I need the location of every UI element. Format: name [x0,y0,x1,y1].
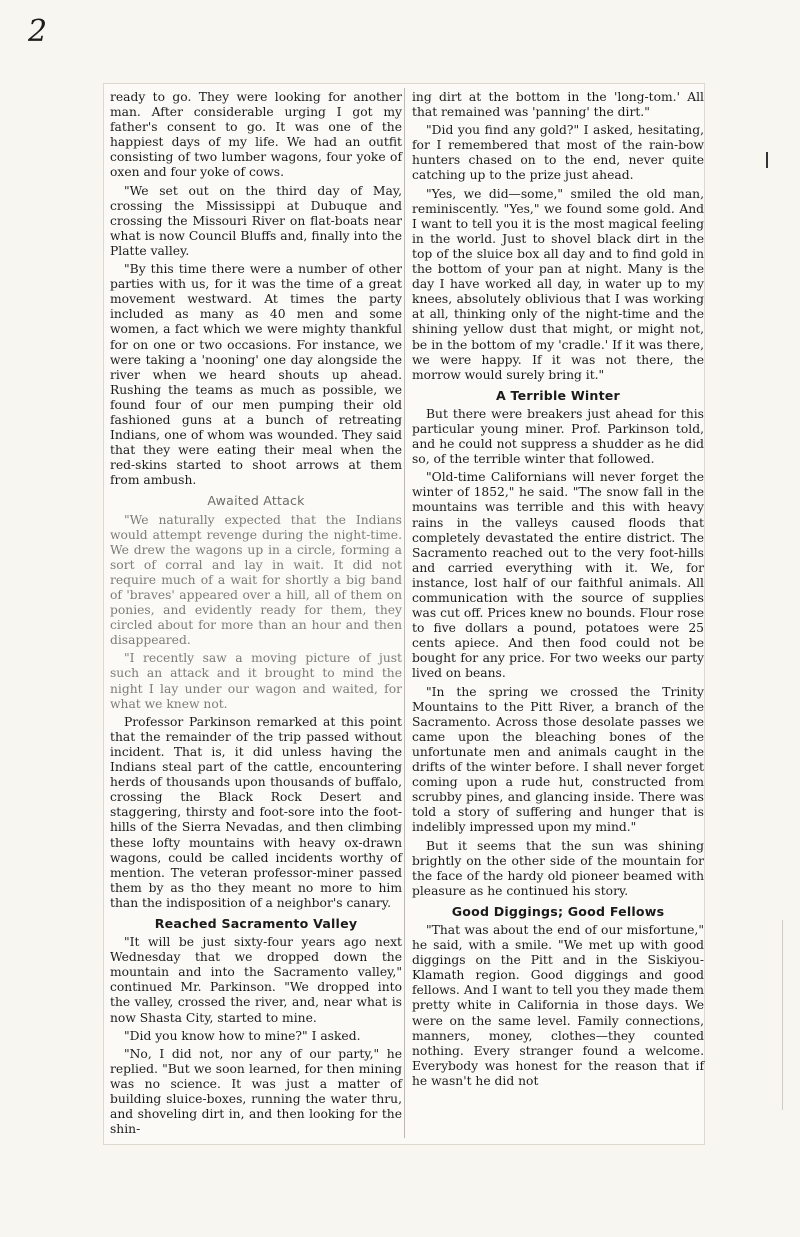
paragraph: "We naturally expected that the Indians would attempt revenge during the night-time. We drew the wagons up in a circle, forming a sort of corral and lay in wait. It did not require much of a wait for shortly a big band of 'braves' appeared over a hill, all of them on ponies, and evidently ready for them, they circled about for more than an hour and then disappeared. [110,512,402,648]
margin-rule [782,920,783,1110]
paragraph: "That was about the end of our misfortune," he said, with a smile. "We met up with good diggings on the Pitt and in the Siskiyou-Klamath region. Good diggings and good fellows. And I want to tell you they made them pretty white in California in those days. We were on the same level. Family connections, manners, money, clothes—they counted nothing. Every stranger found a welcome. Everybody was honest for the reason that if he wasn't he did not [412,922,704,1088]
right-column [412,90,704,1092]
paragraph: But it seems that the sun was shining brightly on the other side of the mountain for the face of the hardy old pioneer beamed with pleasure as he continued his story. [412,838,704,898]
paragraph: "Did you find any gold?" I asked, hesitating, for I remembered that most of the rain-bow hunters chased on to the end, never quite catching up to the prize just ahead. [412,123,704,183]
section-heading-awaited-attack: Awaited Attack [207,493,305,509]
section-heading-good-diggings: Good Diggings; Good Fellows [451,903,665,919]
paragraph: But there were breakers just ahead for this particular young miner. Prof. Parkinson told, and he could not suppress a shudder as he did so, of the terrible winter that followed. [412,406,704,467]
paragraph: "Did you know how to mine?" I asked. [124,1028,361,1043]
paragraph: "It will be just sixty-four years ago next Wednesday that we dropped down the mountain and into the Sacramento valley," continued Mr. Parkinson. "We dropped into the valley, crossed the river, and, near what is now Shasta City, started to mine. [110,935,402,1025]
paragraph: "By this time there were a number of other parties with us, for it was the time of a great movement westward. At times the party included as many as 40 men and some women, a fact which we were mighty thankful for on one or two occasions. For instance, we were taking a 'nooning' one day alongside the river when we heard shouts up ahead. Rushing the teams as much as possible, we found four of our men pumping their old fashioned guns at a bunch of retreating Indians, one of whom was wounded. They said that they were eating their meal when the red-skins started to shoot arrows at them from ambush. [110,262,402,488]
margin-mark [766,152,768,168]
column-divider [404,88,405,1138]
paragraph: "I recently saw a moving picture of just such an attack and it brought to mind the night I lay under our wagon and waited, for what we knew not. [110,651,402,711]
paragraph: "In the spring we crossed the Trinity Mountains to the Pitt River, a branch of the Sacramento. Across those desolate passes we came upon the bleaching bones of the unfortunate men and animals caught in the drifts of the winter before. I shall never forget coming upon a rude hut, constructed from scrubby pines, and glancing inside. There was told a story of suffering and hunger that is indelibly impressed upon my mind." [412,684,704,835]
section-heading-reached-sacramento-valley: Reached Sacramento Valley [154,915,358,931]
section-heading-a-terrible-winter: A Terrible Winter [496,387,620,403]
paragraph: "Old-time Californians will never forget the winter of 1852," he said. "The snow fall in the mountains was terrible and this with heavy rains in the valleys caused floods that completely devastated the entire district. The Sacramento reached out to the very foot-hills and carried everything with it. We, for instance, lost half of our faithful animals. All communication with the source of supplies was cut off. Prices knew no bounds. Flour rose to five dollars a pound, potatoes were 25 cents apiece. And then food could not be bought for any price. For two weeks our party lived on beans. [412,470,704,681]
paragraph: Professor Parkinson remarked at this point that the remainder of the trip passed without incident. That is, it did unless having the Indians steal part of the cattle, encountering herds of thousands upon thousands of buffalo, crossing the Black Rock Desert and staggering, thirsty and foot-sore into the foot-hills of the Sierra Nevadas, and then climbing these lofty mountains with heavy ox-drawn wagons, could be called incidents worthy of mention. The veteran professor-miner passed them by as tho they meant no more to him than the indisposition of a neighbor's canary. [110,714,402,910]
paragraph: ing dirt at the bottom in the 'long-tom.' All that remained was 'panning' the dirt." [412,90,704,120]
paragraph: "We set out on the third day of May, crossing the Mississippi at Dubuque and crossing the Missouri River on flat-boats near what is now Council Bluffs and, finally into the Platte valley. [110,183,402,258]
paragraph: ready to go. They were looking for another man. After considerable urging I got my father's consent to go. It was one of the happiest days of my life. We had an outfit consisting of two lumber wagons, four yoke of oxen and four yoke of cows. [110,90,402,180]
paragraph: "Yes, we did—some," smiled the old man, reminiscently. "Yes," we found some gold. And I want to tell you it is the most magical feeling in the world. Just to shovel black dirt in the top of the sluice box all day and to find gold in the bottom of your pan at night. Many is the day I have worked all day, in water up to my knees, absolutely oblivious that I was working at all, thinking only of the night-time and the shining yellow dust that might, or might not, be in the bottom of my 'cradle.' If it was there, we were happy. If it was not there, the morrow would surely bring it." [412,186,704,382]
left-column [110,90,402,1140]
newspaper-clipping [104,84,704,1144]
paragraph: "No, I did not, nor any of our party," he replied. "But we soon learned, for then mining was no science. It was just a matter of building sluice-boxes, running the water thru, and shoveling dirt in, and then looking for the shin- [110,1046,402,1137]
page-number: 2 [28,14,48,49]
